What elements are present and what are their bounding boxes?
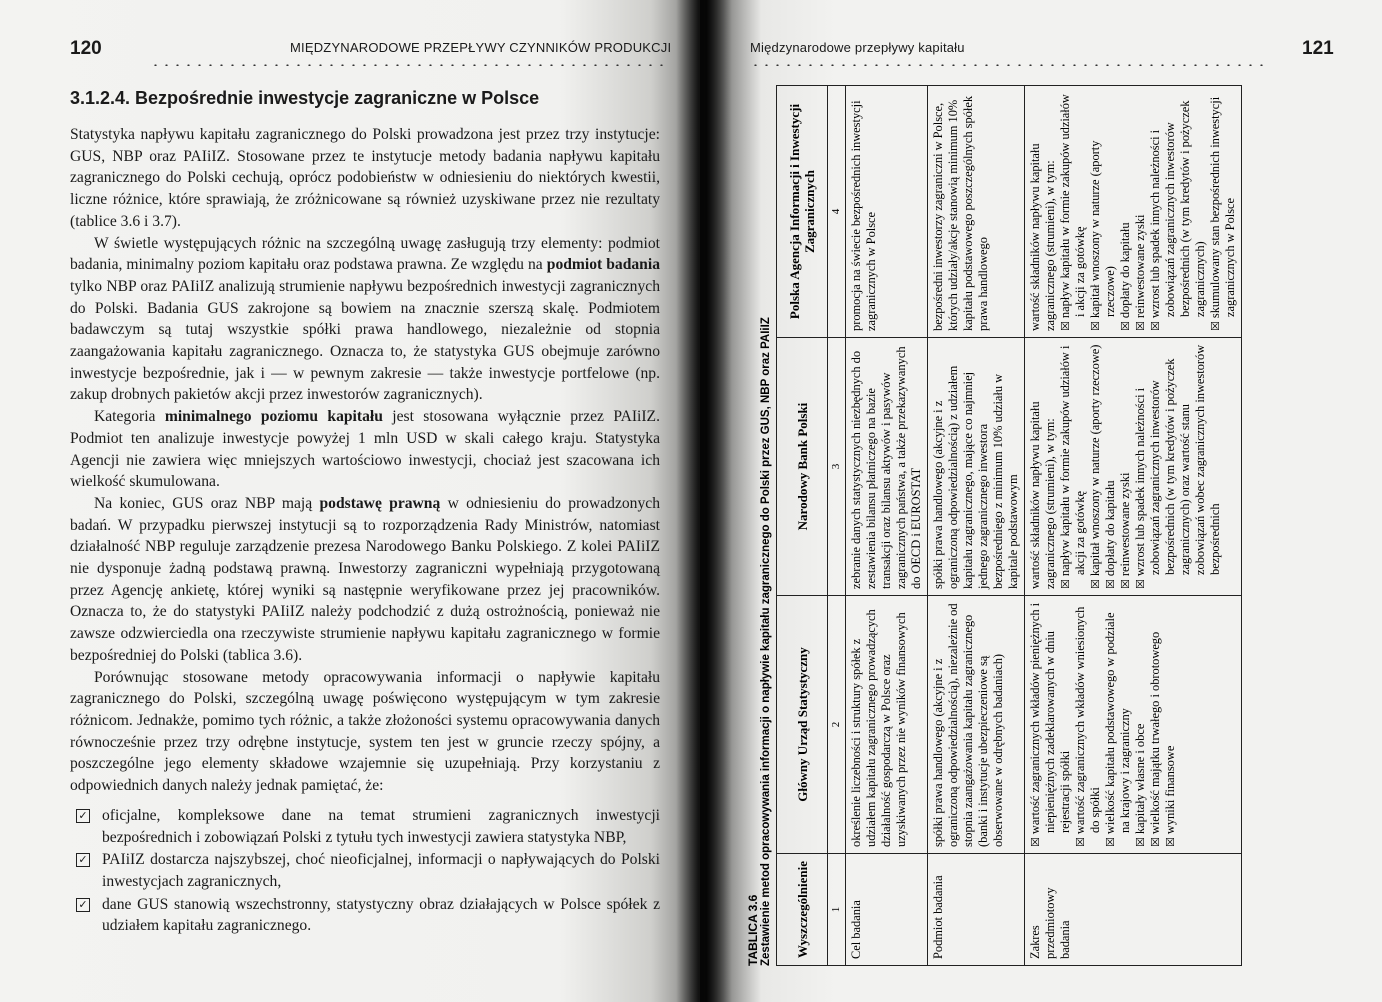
checkbox-icon: ✓ bbox=[76, 809, 90, 823]
right-running-head: Międzynarodowe przepływy kapitału bbox=[750, 40, 965, 55]
comparison-table bbox=[776, 85, 1242, 966]
list-item: ☒dopłaty do kapitału bbox=[1103, 480, 1117, 589]
table-cell: spółki prawa handlowego (akcyjne i z ograniczoną odpowiedzialnością) z udziałem kapitału zagranicznego, mające co najmniej jednego zagranicznego inwestora bezpośredniego z minimum 10% udziału w kapitale podstawowym bbox=[928, 338, 1025, 596]
list-item: ☒wielkość majątku trwałego i obrotowego bbox=[1148, 631, 1162, 847]
rotated-table-block bbox=[746, 86, 1346, 966]
checkbox-icon: ☒ bbox=[1119, 579, 1132, 589]
list-item: ☒wzrost lub spadek innych należności i zobowiązań zagranicznych inwestorów bezpośrednich (w tym kredytów i pożyczek zagranicznych) bbox=[1148, 100, 1207, 331]
bullet-item: ✓ PAIiIZ dostarcza najszybszej, choć nieoficjalnej, informacji o napływających do Polski inwestycjach zagranicznych, bbox=[70, 849, 660, 892]
checkbox-icon: ☒ bbox=[1119, 321, 1132, 331]
left-running-head: MIĘDZYNARODOWE PRZEPŁYWY CZYNNIKÓW PRODUKCJI bbox=[290, 40, 672, 55]
paragraph-5: Porównując stosowane metody opracowywania informacji o napływie kapitału zagranicznego do Polski, szczególną uwagę poświęcono występującym w tym zakresie różnicom. Jednakże, pomimo tych różnic, a także złożoności systemu opracowywania danych równocześnie przez trzy odrębne instytucje, system ten jest w gruncie rzeczy spójny, a poszczególne jego elementy składowe wzajemnie się uzupełniają. Przy korzystaniu z odpowiednich danych należy jednak pamiętać, że: bbox=[70, 668, 660, 795]
checkbox-icon: ☒ bbox=[1089, 579, 1102, 589]
bullet-item: ✓ oficjalne, kompleksowe dane na temat strumieni zagranicznych inwestycji bezpośrednich i zobowiązań Polski z tytułu tych inwestycji zawiera statystyka NBP, bbox=[70, 805, 660, 848]
list-item: ☒reinwestowane zyski bbox=[1118, 472, 1132, 589]
checkbox-icon: ☒ bbox=[1134, 579, 1147, 589]
row-label: Zakres przedmiotowy badania bbox=[1025, 854, 1242, 966]
table-cell: bezpośredni inwestorzy zagraniczni w Polsce, których udziały/akcje stanowią minimum 10% kapitału podstawowego poszczególnych spółek prawa handlowego bbox=[928, 86, 1025, 338]
bullet-item: ✓ dane GUS stanowią wszechstronny, statystyczny obraz działających w Polsce spółek z udziałem kapitału zagranicznego. bbox=[70, 894, 660, 937]
checkbox-icon: ☒ bbox=[1149, 837, 1162, 847]
list-intro: wartość składników napływu kapitału zagranicznego (strumieni), w tym: bbox=[1028, 143, 1057, 331]
checklist bbox=[1028, 602, 1178, 847]
checkbox-icon: ☒ bbox=[1149, 321, 1162, 331]
table-row bbox=[846, 86, 928, 966]
checkbox-icon: ☒ bbox=[1059, 579, 1072, 589]
column-number: 3 bbox=[828, 338, 846, 596]
checkbox-icon: ☒ bbox=[1209, 321, 1222, 331]
list-item: ☒wzrost lub spadek innych należności i zobowiązań zagranicznych inwestorów bezpośrednich (w tym kredytów i pożyczek zagranicznych) oraz wartość stanu zobowiązań wobec zagranicznych inwestorów bezpośrednich bbox=[1133, 344, 1222, 589]
header-cell: Wyszczególnienie bbox=[777, 854, 828, 966]
list-item: ☒wyniki finansowe bbox=[1163, 745, 1177, 847]
list-item: ☒kapitał wnoszony w naturze (aporty rzeczowe) bbox=[1088, 344, 1102, 589]
checkbox-icon: ☒ bbox=[1029, 837, 1042, 847]
paragraph-2: W świetle występujących różnic na szczególną uwagę zasługują trzy elementy: podmiot badania, minimalny poziom kapitału oraz podstawa prawna. Ze względu na podmiot badania tylko NBP oraz PAIiIZ analizują strumienie napływu bezpośrednich inwestycji zagranicznych do Polski. Badania GUS zakrojone są bowiem na znacznie szerszą skalę. Podmiotem badawczym są tutaj wszystkie spółki prawa handlowego, niezależnie od stopnia zaangażowania kapitału zagranicznego. Oznacza to, że statystyka GUS obejmuje zarówno inwestycje bezpośrednie, jak i — w pewnym zakresie — także inwestycje portfelowe (np. zakup drobnych pakietów akcji przez inwestorów zagranicznych). bbox=[70, 234, 660, 404]
list-item: ☒napływ kapitału w formie zakupów udziałów i akcji za gotówkę bbox=[1058, 345, 1087, 589]
checkbox-icon: ☒ bbox=[1089, 321, 1102, 331]
table-row bbox=[928, 86, 1025, 966]
paragraph-1: Statystyka napływu kapitału zagranicznego do Polski prowadzona jest przez trzy instytucje: GUS, NBP oraz PAIiIZ. Stosowane przez te instytucje metody badania napływu kapitału zagranicznego do Polski cechują, oprócz podobieństw w odniesieniu do niektórych kwestii, liczne różnice, które sprawiają, że zróżnicowane są również uzyskiwane przez nie rezultaty (tablice 3.6 i 3.7). bbox=[70, 126, 660, 230]
header-cell: Główny Urząd Statystyczny bbox=[777, 596, 828, 854]
row-label: Podmiot badania bbox=[928, 854, 1025, 966]
checkbox-icon: ☒ bbox=[1074, 837, 1087, 847]
checkbox-icon: ✓ bbox=[76, 898, 90, 912]
table-cell: zebranie danych statystycznych niezbędnych do zestawienia bilansu płatniczego na bazie transakcji oraz bilansu aktywów i pasywów zagranicznych państwa, a także przekazywanych do OECD i EUROSTAT bbox=[846, 338, 928, 596]
paragraph-4: Na koniec, GUS oraz NBP mają podstawę prawną w odniesieniu do prowadzonych badań. W przypadku pierwszej instytucji są to rozporządzenia Rady Ministrów, natomiast działalność NBP reguluje zarządzenie prezesa Narodowego Banku Polskiego. Z kolei PAIiIZ nie dysponuje żadną podstawą prawną. Inwestorzy zagraniczni wypełniają przygotowaną przez Agencję ankietę, której wyniki są następnie weryfikowane przez jej pracowników. Oznacza to, że do statystyki PAIiIZ należy podchodzić z dużą ostrożnością, ponieważ nie zawsze odzwierciedla ona rzeczywiste strumienie napływu kapitału zagranicznego w formie bezpośredniej do Polski (tablica 3.6). bbox=[70, 494, 660, 664]
checkbox-icon: ☒ bbox=[1104, 579, 1117, 589]
column-number-row bbox=[828, 86, 846, 966]
paragraph-3: Kategoria minimalnego poziomu kapitału jest stosowana wyłącznie przez PAIiIZ. Podmiot ten analizuje inwestycje powyżej 1 mln USD w skali całego kraju. Statystyka Agencji nie zawiera więc mniejszych wartościowo inwestycji, chociaż jest szacowana ich wielkość skumulowana. bbox=[70, 408, 660, 491]
list-item: ☒wartość zagranicznych wkładów pieniężnych i niepieniężnych zadeklarowanych w dniu rejestracji spółki bbox=[1028, 602, 1072, 847]
row-label: Cel badania bbox=[846, 854, 928, 966]
table-cell bbox=[1025, 596, 1242, 854]
summary-bullet-list bbox=[70, 805, 660, 937]
list-item: ☒reinwestowane zyski bbox=[1133, 214, 1147, 331]
header-cell: Narodowy Bank Polski bbox=[777, 338, 828, 596]
checkbox-icon: ✓ bbox=[76, 853, 90, 867]
list-item: ☒dopłaty do kapitału bbox=[1118, 222, 1132, 331]
right-page-number: 121 bbox=[1302, 38, 1334, 59]
checklist bbox=[1058, 344, 1223, 589]
book-gutter-shadow bbox=[676, 0, 732, 1002]
list-item: ☒wielkość kapitału podstawowego w podziale na krajowy i zagraniczny bbox=[1103, 612, 1132, 847]
checklist bbox=[1058, 92, 1238, 331]
table-title: Zestawienie metod opracowywania informacji o napływie kapitału zagranicznego do Polski przez GUS, NBP oraz PAIiIZ bbox=[760, 317, 772, 966]
table-label: TABLICA 3.6 bbox=[746, 894, 760, 966]
table-cell: promocja na świecie bezpośrednich inwestycji zagranicznych w Polsce bbox=[846, 86, 928, 338]
list-intro: wartość składników napływu kapitału zagranicznego (strumieni), w tym: bbox=[1028, 401, 1057, 589]
column-number: 4 bbox=[828, 86, 846, 338]
left-page-number: 120 bbox=[70, 38, 102, 59]
list-item: ☒napływ kapitału w formie zakupów udziałów i akcji za gotówkę bbox=[1058, 94, 1087, 331]
list-item: ☒kapitał wnoszony w naturze (aporty rzeczowe) bbox=[1088, 140, 1117, 331]
table-header-row bbox=[777, 86, 828, 966]
list-item: ☒wartość zagranicznych wkładów wniesionych do spółki bbox=[1073, 606, 1102, 847]
right-header-rule bbox=[750, 64, 1270, 66]
left-header-rule bbox=[150, 64, 665, 66]
table-cell: określenie liczebności i struktury spółek z udziałem kapitału zagranicznego prowadzących działalność gospodarczą w Polsce oraz uzyskiwanych przez nie wyników finansowych bbox=[846, 596, 928, 854]
table-cell bbox=[1025, 86, 1242, 338]
column-number: 1 bbox=[828, 854, 846, 966]
left-body-text bbox=[70, 124, 660, 938]
checkbox-icon: ☒ bbox=[1134, 321, 1147, 331]
table-cell: spółki prawa handlowego (akcyjne i z ograniczoną odpowiedzialnością), niezależnie od stopnia zaangażowania kapitału zagranicznego (banki i instytucje ubezpieczeniowe są obserwowane w odrębnych badaniach) bbox=[928, 596, 1025, 854]
table-cell bbox=[1025, 338, 1242, 596]
checkbox-icon: ☒ bbox=[1134, 837, 1147, 847]
checkbox-icon: ☒ bbox=[1164, 837, 1177, 847]
checkbox-icon: ☒ bbox=[1104, 837, 1117, 847]
header-cell: Polska Agencja Informacji i Inwestycji Zagranicznych bbox=[777, 86, 828, 338]
checkbox-icon: ☒ bbox=[1059, 321, 1072, 331]
list-item: ☒skumulowany stan bezpośrednich inwestycji zagranicznych w Polsce bbox=[1208, 96, 1237, 331]
table-row bbox=[1025, 86, 1242, 966]
column-number: 2 bbox=[828, 596, 846, 854]
list-item: ☒kapitały własne i obce bbox=[1133, 723, 1147, 847]
section-title: 3.1.2.4. Bezpośrednie inwestycje zagraniczne w Polsce bbox=[70, 88, 540, 108]
